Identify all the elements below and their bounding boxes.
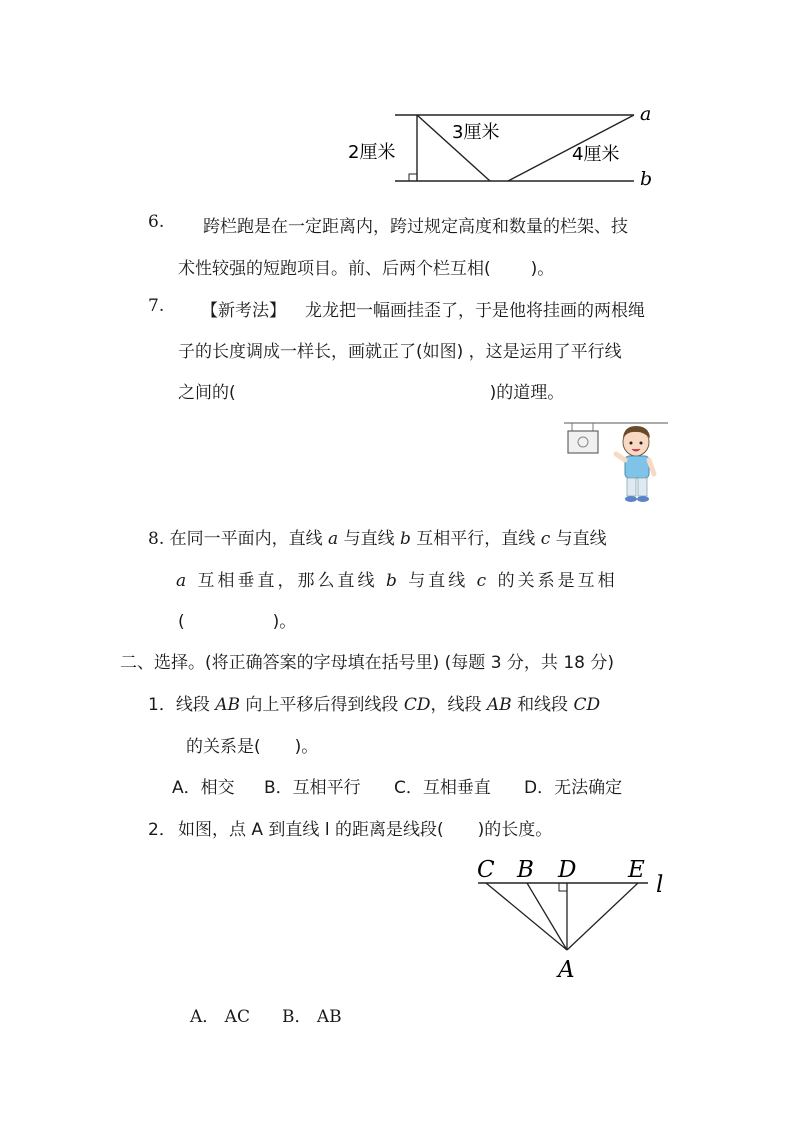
q7-line3-pre: 之间的( xyxy=(178,383,236,403)
q7-line2: 子的长度调成一样长，画就正了(如图) ，这是运用了平行线 xyxy=(178,342,622,362)
q8-var-c: c xyxy=(540,529,551,549)
section-2-heading: 二、选择。(将正确答案的字母填在括号里) (每题 3 分，共 18 分) xyxy=(120,653,614,673)
q8-text-7: 的关系是互相 xyxy=(497,571,618,591)
label-2cm: 2厘米 xyxy=(348,142,396,163)
q8-text-4: 与直线 xyxy=(555,529,607,549)
mc2-option-a: A． AC xyxy=(190,1007,250,1027)
q8-line3 xyxy=(178,607,296,632)
mc1-line1 xyxy=(148,690,600,715)
q6-number: 6. xyxy=(148,212,165,232)
label-3cm: 3厘米 xyxy=(452,122,500,143)
q6-line2 xyxy=(178,254,554,279)
segment-ae xyxy=(567,883,638,950)
segment-ac xyxy=(486,883,567,950)
q8-number: 8. xyxy=(148,529,165,549)
mc1-text-3: ，线段 xyxy=(430,695,482,715)
label-b-point: B xyxy=(517,857,534,883)
q7-line3-post: )的道理。 xyxy=(489,383,565,403)
boy-figure xyxy=(616,426,654,502)
q6-line1: 跨栏跑是在一定距离内，跨过规定高度和数量的栏架、技 xyxy=(203,217,628,237)
label-4cm: 4厘米 xyxy=(572,144,620,165)
q8-var-b: b xyxy=(400,529,411,549)
label-b: b xyxy=(640,168,653,190)
q7-tag: 【新考法】 xyxy=(201,301,286,321)
mc2-option-b: B． AB xyxy=(282,1007,342,1027)
right-angle-mark-d xyxy=(559,883,567,891)
label-l: l xyxy=(656,872,664,898)
mc1-line2: 的关系是( )。 xyxy=(186,737,319,757)
mc2-stem: 如图，点 A 到直线 l 的距离是线段( )的长度。 xyxy=(178,820,553,840)
mc1-text-2: 向上平移后得到线段 xyxy=(245,695,399,715)
mc1-text-4: 和线段 xyxy=(517,695,569,715)
q8-text-5: 互相垂直，那么直线 xyxy=(197,571,378,591)
q8-paren-close: )。 xyxy=(272,612,297,632)
q8-text-3: 互相平行，直线 xyxy=(416,529,536,549)
q8-paren-open: ( xyxy=(178,612,185,632)
label-c: C xyxy=(477,857,495,883)
q7-line3 xyxy=(178,378,564,403)
label-a: a xyxy=(640,103,652,125)
mc2-number: 2． xyxy=(148,820,176,840)
mc1-option-b: B．互相平行 xyxy=(264,778,361,798)
label-e: E xyxy=(628,857,645,883)
mc1-option-d: D．无法确定 xyxy=(524,778,623,798)
q6-line2-post: )。 xyxy=(530,259,555,279)
segment-ab xyxy=(527,883,567,950)
right-angle-mark xyxy=(409,174,417,181)
q8-line2 xyxy=(176,566,618,591)
q8-var-c-2: c xyxy=(476,571,490,591)
mc1-ab-2: AB xyxy=(486,695,512,715)
q8-var-a: a xyxy=(328,529,339,549)
parallel-lines-figure xyxy=(340,100,660,195)
label-a-point: A xyxy=(558,957,575,983)
mc1-text-1: 线段 xyxy=(175,695,210,715)
painting xyxy=(568,431,598,453)
q8-var-a-2: a xyxy=(176,571,190,591)
q7-number: 7. xyxy=(148,296,165,316)
q8-line1 xyxy=(148,524,607,549)
mc1-ab-1: AB xyxy=(215,695,241,715)
boy-and-painting-illustration xyxy=(562,418,672,508)
mc1-option-a: A．相交 xyxy=(172,778,235,798)
mc1-option-c: C．互相垂直 xyxy=(394,778,491,798)
q8-var-b-2: b xyxy=(385,571,400,591)
mc1-number: 1． xyxy=(148,695,176,715)
q6-line2-pre: 术性较强的短跑项目。前、后两个栏互相( xyxy=(178,259,491,279)
q7-line1: 龙龙把一幅画挂歪了，于是他将挂画的两根绳 xyxy=(305,301,645,321)
distance-figure xyxy=(470,850,680,985)
q8-text-1: 在同一平面内，直线 xyxy=(169,529,323,549)
q8-text-6: 与直线 xyxy=(408,571,469,591)
q8-text-2: 与直线 xyxy=(343,529,395,549)
label-d: D xyxy=(558,857,577,883)
mc1-cd-2: CD xyxy=(573,695,601,715)
mc1-cd-1: CD xyxy=(403,695,431,715)
